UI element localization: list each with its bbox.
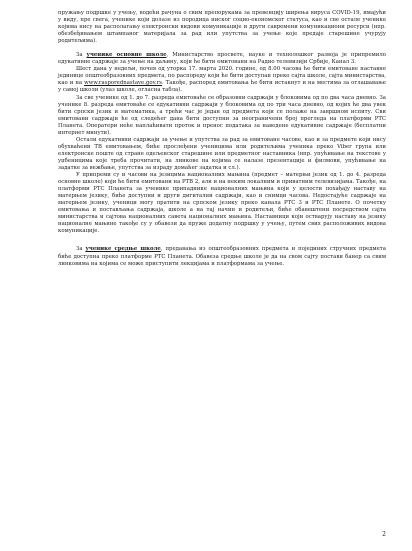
secondary-school-heading: ученике средње школе (85, 246, 161, 253)
schedule-link[interactable]: www.rasporednastave.gov.rs (84, 80, 163, 87)
paragraph-text: Шест дана у недељи, почев од уторка 17. марта 2020. године, од 8.00 часова ће бити емитоване наставне јединице општеобразовних предмета, по распореду који ће бити доступан преко сајта школе, сајта министарства, као и на (58, 66, 386, 87)
paragraph-text: , предавања из општеобразовних предмета и појединих стручних предмета биће доступна преко платформе РТС Планета. Обавеза средње школе је да на свом сајту постави банер са свим линковима на којима се може приступити лекцијама и платформама за учење. (58, 246, 386, 267)
paragraph-text: За све ученике од 1. до 7. разреда емитоваће се образовни садржаји у блоковима од по два часа дневно. За ученике 8. разреда емитоваће се едукативни садржаји у блоковима од по три часа дневно, од којих ће два увек бити српски језик и математика, а трећи час је један од предмета који се полаже на завршном испиту. Сви емитовани садржаји ће од следећег дана бити доступни за неограничени број прегледа на платформи РТС Планета. Оператери неће наплаћивати проток и пренос података за наведене едукативне садржаје (бесплатни интернет минути). (58, 94, 386, 136)
document-body (58, 10, 386, 268)
paragraph-minority-languages (58, 172, 386, 235)
paragraph-text: Остали едукативни садржаји за учење и упутства за рад за емитоване часове, као и за предмете који нису обухваћени ТВ емитовањем, биће прослеђени ученицима или родитељима ученика преко Viber група или електронске поште од стране одељенског старешине или предметног наставника (нпр. упућивање на текстове у уџбеницима које треба прочитати, на линкове на којима се налазе презентације и филмови, упућивање на задатке за вежбање, упутства за израду домаћег задатка и сл.). (58, 136, 386, 171)
paragraph-support-continuation (58, 10, 386, 45)
paragraph-text: , Министарство просвете, науке и технолошког развоја је припремило едукативне садржаје за учење на даљину, који ће бити емитовани на Радио телевизији Србије, Канал 3. (58, 52, 387, 66)
paragraph-gap (58, 45, 386, 52)
paragraph-schedule (58, 66, 386, 94)
paragraph-text-prefix: За (76, 246, 86, 253)
paragraph-text-prefix: За (76, 52, 87, 59)
paragraph-text: пружању подршке у учењу, водећи рачуна о свим препорукама за превенцију ширења вируса COVID-19, имајући у виду, пре свега, ученике који долазе из породица ниског социо-економског статуса, као и све остале ученике којима нису на располагању електронски видови комуникације и други савремени комуникациони ресурси (нпр. обезбеђивањем штампаног материјала за рад или упутства за учење које предаје старешине учурују родитељима). (58, 10, 386, 45)
paragraph-text: . Такође, распоред емитовања ће бити истакнут и на местима за оглашавање у самој школи (улаз школе, огласна табла). (58, 80, 386, 94)
paragraph-secondary-school (58, 246, 386, 267)
paragraph-primary-school (58, 52, 386, 66)
paragraph-text: У припреми су и часови на језицима националних мањина (предмет – матерњи језик од 1. до 4. разреда основне школе) који ће бити емитовани на РТВ 2, али и на неким локалним и приватним телевизијама. Такође, на платформи РТС Планета за ученике припаднике националних мањина који у целости похађају наставу на матерњем језику, биће доступни и други дигитални садржаји, као и снимци часова. Недостајуће садржаје на матерњем језику, ученици могу пратити на српском језику преко канала РТС 3 и РТС Планете. О почетку емитовања и постављања садржаја, школе а на тај начин и родитељи, биће обавештени посредством сајта министарства и сајтова националних савета националних мањина. Наставници који остварују наставу на језику националне мањине такође су у обавези да пруже додатну подршку у учењу, путем свих расположивих видова комуникације. (58, 172, 386, 235)
page-number: 2 (382, 531, 386, 538)
primary-school-heading: ученике основне школе (86, 52, 167, 59)
paragraph-broadcast-blocks (58, 95, 386, 137)
paragraph-other-content (58, 137, 386, 172)
paragraph-gap (58, 235, 386, 242)
